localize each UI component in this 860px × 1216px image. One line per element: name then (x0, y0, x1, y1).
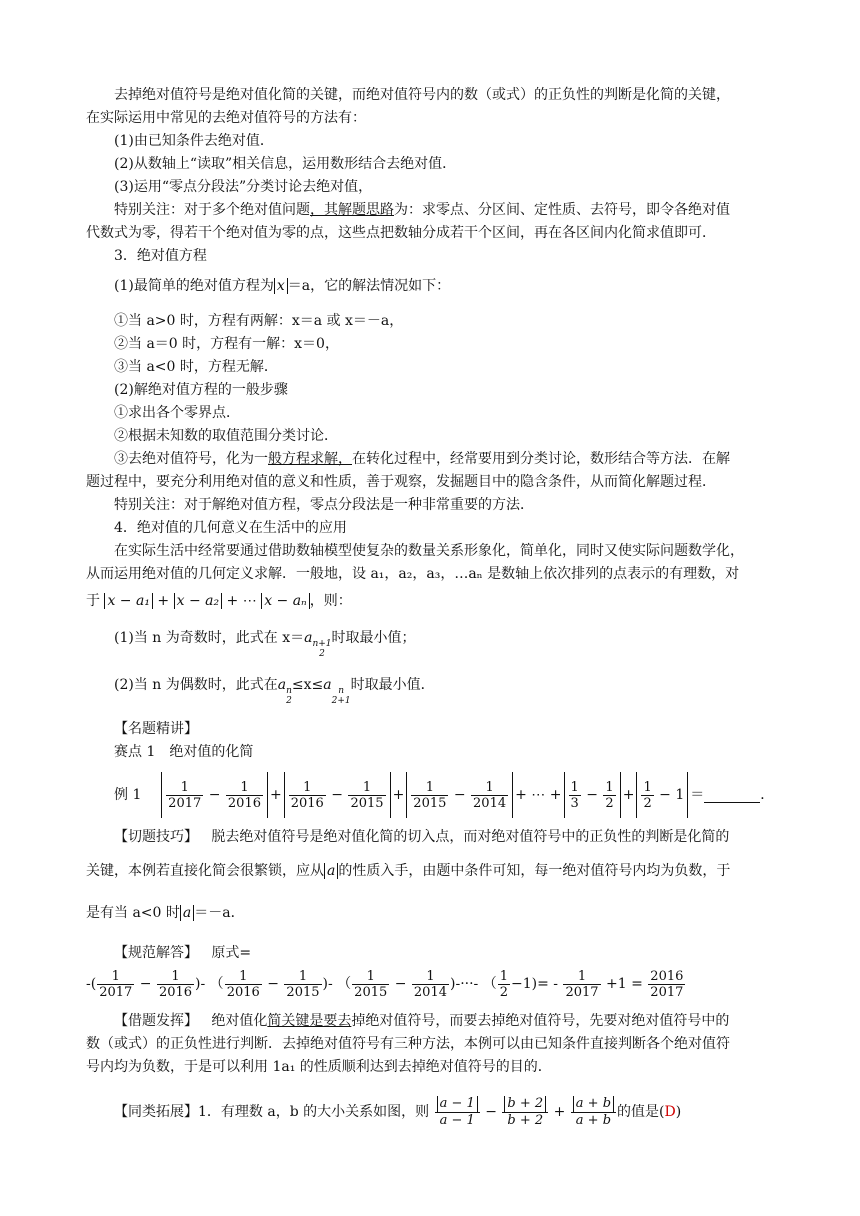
simple-equation-text-2: ＝a，它的解法情况如下： (287, 278, 451, 294)
even-case-a: (2)当 n 为偶数时，此式在 (114, 677, 278, 693)
odd-case-a: (1)当 n 为奇数时，此式在 x＝ (114, 630, 305, 646)
tip-text-2b: 的性质入手，由题中条件可知，每一绝对值符号内均为负数，于 (338, 863, 731, 879)
special-note-1c: 为：求零点、分区间、定性质、去符号，即令各绝对值 (394, 202, 730, 218)
generalize-1b: 简关键是要去 (267, 1013, 352, 1029)
special-note-2-line: 特别关注：对于解绝对值方程，零点分段法是一种非常重要的方法． (114, 497, 534, 513)
simple-equation-text: (1)最简单的绝对值方程为 (114, 278, 274, 294)
section-4-line1: 在实际生活中经常要通过借助数轴模型使复杂的数量关系形象化，简单化，同时又使实际问题数学化， (114, 543, 744, 559)
abs-a: a (324, 863, 338, 879)
tip-text-1: 脱去绝对值符号是绝对值化简的切入点，而对绝对值符号中的正负性的判断是化简的 (211, 829, 730, 845)
case-3: ③当 a<0 时，方程无解． (114, 359, 278, 375)
case-1: ①当 a>0 时，方程有两解：x＝a 或 x＝－a， (114, 313, 404, 329)
generalize-1a: 绝对值化 (211, 1013, 268, 1029)
frac-a-minus-1: $\frac{a - 1}{a - 1}$ (435, 1096, 480, 1128)
extension-tail: 的值是( (617, 1104, 665, 1120)
abs-a-2: a (180, 905, 194, 921)
extension-line: 【同类拓展】1．有理数 a，b 的大小关系如图，则 $\frac{a - 1}{a - 1}$ − $\frac{b + 2}{b + 2}$ + $\frac{a + b}{a + b}$ 的值是(D) (114, 1096, 682, 1128)
even-case-c: 时取最小值． (350, 677, 435, 693)
answer-heading: 【规范解答】 (114, 945, 198, 961)
even-case-b: ≤x≤ (291, 677, 324, 693)
tip-heading: 【切题技巧】 (114, 829, 198, 845)
step-3 (114, 448, 804, 471)
abs-term-5: $\frac{1}{2}$ − 1 (636, 772, 688, 818)
section-4-line3a: 于 (86, 593, 100, 609)
method-1: (1)由已知条件去绝对值． (114, 133, 274, 149)
section-4-title: 4．绝对值的几何意义在生活中的应用 (114, 520, 347, 536)
abs-term-3: $\frac{1}{2015}$ − $\frac{1}{2014}$ (406, 772, 513, 818)
tip-text-3a: 是有当 a<0 时 (86, 905, 180, 921)
abs-term-1: $\frac{1}{2017}$ − $\frac{1}{2016}$ (161, 772, 268, 818)
odd-case-b: 时取最小值； (331, 630, 416, 646)
special-note-1 (114, 199, 804, 222)
example-point: 赛点 1 绝对值的化简 (114, 744, 254, 760)
abs-x-an: x − aₙ (261, 593, 310, 609)
section-4-line2: 从而运用绝对值的几何定义求解．一般地，设 a₁，a₂，a₃，…aₙ 是数轴上依次排列的点表示的有理数，对 (86, 566, 740, 582)
a-sub-n-half: an 2 (277, 677, 292, 706)
frac-b-plus-2: $\frac{b + 2}{b + 2}$ (502, 1096, 548, 1128)
example-label: 例 1 (114, 787, 142, 803)
tip-text-3b: ＝－a． (194, 905, 245, 921)
abs-x-a1: x − a₁ (104, 593, 153, 609)
step-1: ①求出各个零界点． (114, 405, 240, 421)
abs-x-a2: x − a₂ (174, 593, 223, 609)
a-sub-n-half-plus-1: a n 2+1 (323, 677, 351, 706)
section-4-line3: 于 x − a₁ + x − a₂ + ⋯ x − aₙ ，则： (86, 593, 352, 609)
para-intro-line2: 在实际运用中常见的去绝对值符号的方法有： (86, 110, 366, 126)
frac-a-plus-b: $\frac{a + b}{a + b}$ (571, 1096, 616, 1128)
simple-equation-line (114, 275, 804, 298)
special-note-1b: ，其解题思路 (310, 202, 394, 218)
para-intro-line1: 去掉绝对值符号是绝对值化简的关键，而绝对值符号内的数（或式）的正负性的判断是化简的关键， (114, 87, 730, 103)
step-3b: 般方程求解， (268, 451, 352, 467)
generalize-1c: 掉绝对值符号，而要去掉绝对值符号，先要对绝对值符号中的 (351, 1013, 730, 1029)
section-3-title: 3．绝对值方程 (114, 248, 207, 264)
step-2: ②根据未知数的取值范围分类讨论． (114, 428, 338, 444)
generalize-line-3: 号内均为负数，于是可以利用 1a₁ 的性质顺利达到去掉绝对值符号的目的． (86, 1059, 552, 1075)
steps-title: (2)解绝对值方程的一般步骤 (114, 382, 288, 398)
method-2: (2)从数轴上“读取”相关信息，运用数形结合去绝对值． (114, 156, 457, 172)
even-case (114, 674, 804, 706)
extension-text: 1．有理数 a，b 的大小关系如图，则 (198, 1104, 430, 1120)
tip-line-3 (86, 902, 776, 925)
special-note-1a: 特别关注：对于多个绝对值问题 (114, 202, 310, 218)
generalize-heading: 【借题发挥】 (114, 1013, 198, 1029)
odd-case (114, 627, 804, 659)
tip-line-2 (86, 860, 776, 883)
step-3c: 在转化过程中，经常要用到分类讨论，数形结合等方法．在解 (352, 451, 730, 467)
extension-close: ) (675, 1104, 682, 1120)
special-note-2: 代数式为零，得若干个绝对值为零的点，这些点把数轴分成若干个区间，再在各区间内化简求值即可． (86, 225, 716, 241)
abs-term-4: $\frac{1}{3}$ − $\frac{1}{2}$ (564, 772, 621, 818)
answer-original-label: 原式= (211, 945, 252, 961)
extension-heading: 【同类拓展】 (114, 1104, 198, 1120)
section-4-line3b: ，则： (309, 593, 352, 609)
step-3a: ③去绝对值符号，化为一 (114, 451, 268, 467)
tip-line-1 (114, 826, 804, 849)
example-1-expression: 例 1 $\frac{1}{2017}$ − $\frac{1}{2016}$ + $\frac{1}{2016}$ − $\frac{1}{2015}$ + $\frac{1}{2015}$ − $\frac{1}{2014}$ + ⋯ + $\frac{1}{3}$ − $\frac{1}{2}$ + $\frac{1}{2}$ − 1 ＝ ． (114, 772, 804, 818)
answer-blank (704, 788, 760, 803)
generalize-line-2: 数（或式）的正负性进行判断．去掉绝对值符号有三种方法，本例可以由已知条件直接判断各个绝对值符 (86, 1036, 730, 1052)
case-2: ②当 a＝0 时，方程有一解：x＝0， (114, 336, 339, 352)
a-sub-mid-odd: an+1 2 (304, 630, 332, 659)
example-heading: 【名题精讲】 (114, 721, 198, 737)
answer-expression: -( $\frac{1}{2017}$ − $\frac{1}{2016}$ )- （ $\frac{1}{2016}$ − $\frac{1}{2015}$ )- （ $\frac{1}{2015}$ − $\frac{1}{2014}$ )-···- （ $\frac{1}{2}$ −1)= - $\frac{1}{2017}$ +1 = $\frac{2016}{2017}$ (86, 968, 684, 1000)
abs-term-2: $\frac{1}{2016}$ − $\frac{1}{2015}$ (284, 772, 391, 818)
generalize-line-1 (114, 1010, 804, 1033)
step-3-continued: 题过程中，要充分利用绝对值的意义和性质，善于观察，发掘题目中的隐含条件，从而简化解题过程． (86, 474, 716, 490)
abs-x: x (274, 278, 288, 294)
method-3: (3)运用“零点分段法”分类讨论去绝对值， (114, 179, 373, 195)
tip-text-2a: 关键，本例若直接化简会很繁锁，应从 (86, 863, 324, 879)
extension-answer: D (664, 1104, 676, 1120)
